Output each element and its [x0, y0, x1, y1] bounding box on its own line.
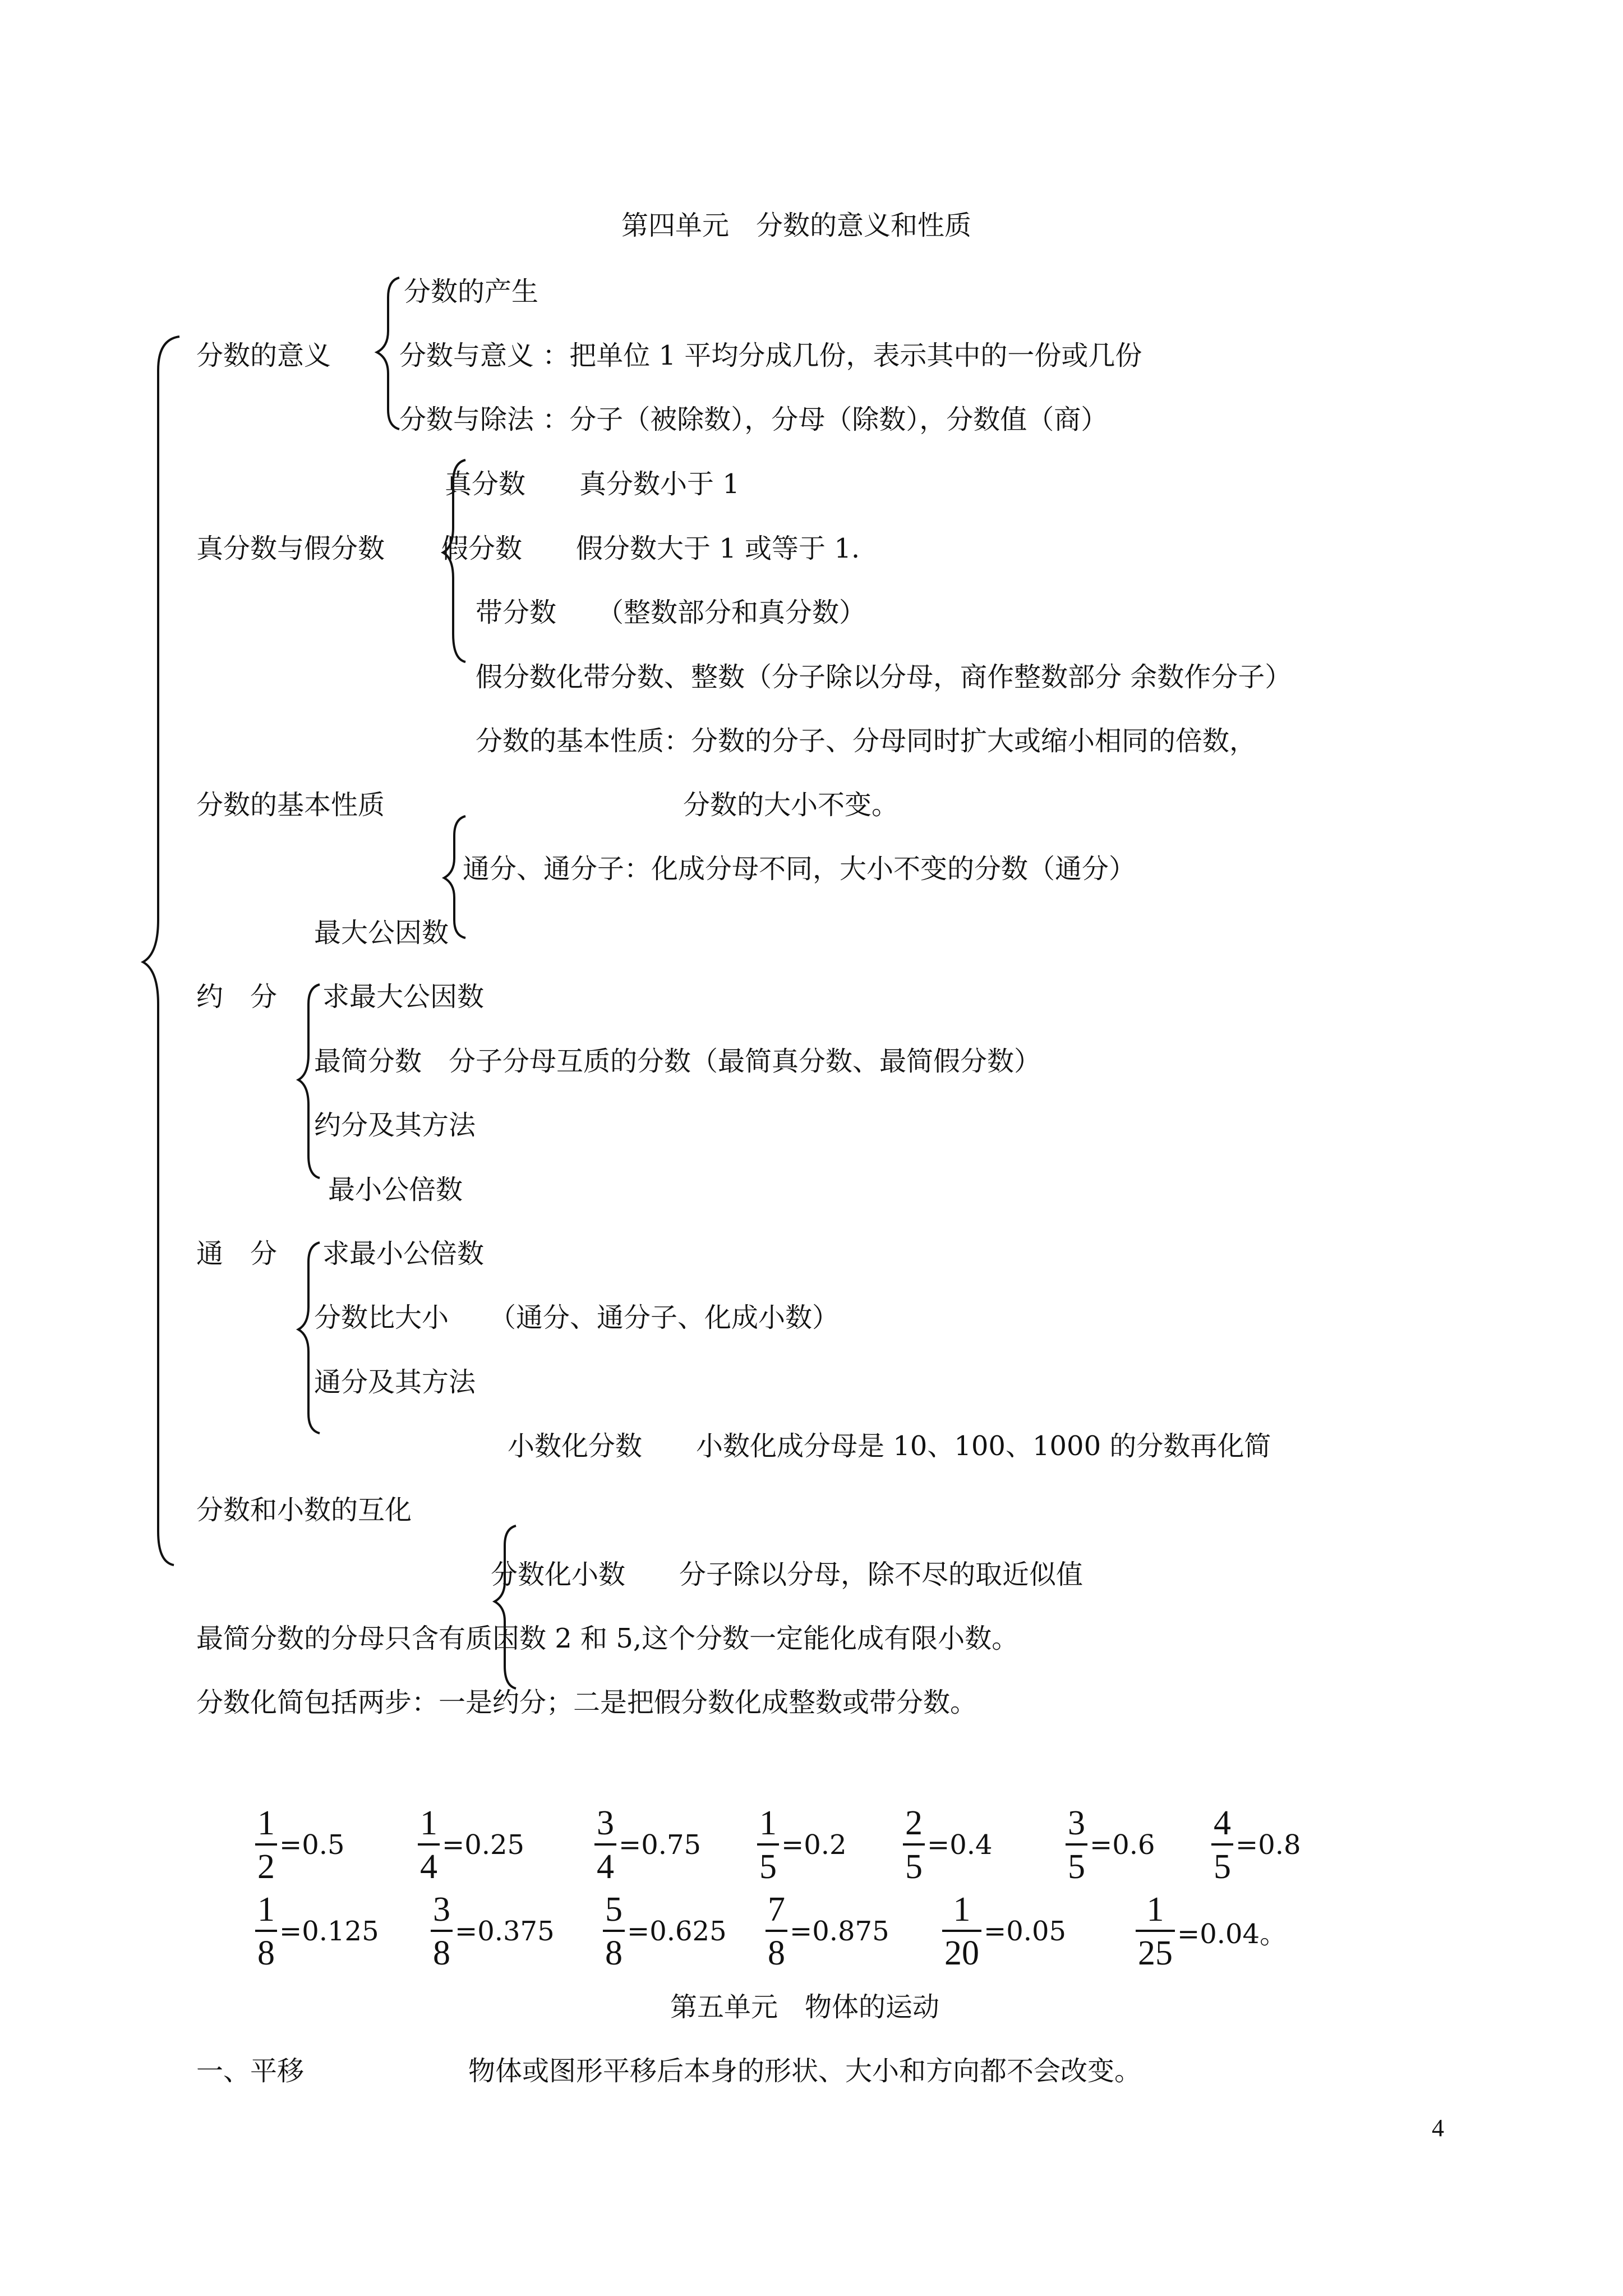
fraction-value: =0.125 [279, 1916, 379, 1947]
fraction-item [942, 1892, 1066, 1971]
fraction-value: =0.6 [1090, 1829, 1155, 1861]
fraction: $\frac{7}{8}$ [766, 1892, 787, 1971]
fraction-item [594, 1805, 701, 1885]
common-item: 分数比大小 （通分、通分子、化成小数） [314, 1302, 840, 1333]
common-item: 求最小公倍数 [322, 1238, 485, 1269]
fraction-value: =0.05 [984, 1916, 1067, 1947]
fraction-item [1211, 1805, 1301, 1885]
unit4-title: 第四单元 分数的意义和性质 [621, 210, 972, 241]
proper-item: 假分数 假分数大于 1 或等于 1. [441, 533, 860, 564]
basic-line: 分数的基本性质：分数的分子、分母同时扩大或缩小相同的倍数， [476, 725, 1257, 757]
fraction-item [757, 1805, 847, 1885]
proper-item: 假分数化带分数、整数（分子除以分母，商作整数部分 余数作分子） [476, 661, 1292, 693]
unit5-title: 第五单元 物体的运动 [670, 1991, 940, 2023]
common-brace [298, 1243, 320, 1433]
translation-text: 物体或图形平移后本身的形状、大小和方向都不会改变。 [468, 2055, 1142, 2087]
fraction: $\frac{1}{4}$ [418, 1805, 440, 1885]
fraction: $\frac{5}{8}$ [603, 1892, 625, 1971]
fraction-item [903, 1805, 993, 1885]
fraction: $\frac{1}{2}$ [255, 1805, 277, 1885]
reduce-item: 最小公倍数 [328, 1174, 463, 1205]
reduce-item: 约分及其方法 [314, 1110, 476, 1141]
translation-label: 一、平移 [196, 2055, 305, 2087]
fraction-value: =0.04。 [1177, 1918, 1287, 1950]
outer-brace [143, 337, 179, 1565]
fraction-value: =0.25 [442, 1829, 525, 1861]
fraction-value: =0.2 [781, 1829, 847, 1861]
meaning-item: 分数与意义 ：把单位 1 平均分成几份，表示其中的一份或几份 [399, 340, 1142, 371]
fraction-item [603, 1892, 727, 1971]
fraction: $\frac{3}{8}$ [431, 1892, 453, 1971]
meaning-item: 分数的产生 [404, 276, 539, 307]
fraction: $\frac{4}{5}$ [1211, 1805, 1233, 1885]
convert-label: 分数和小数的互化 [196, 1494, 412, 1526]
fraction: $\frac{3}{4}$ [594, 1805, 616, 1885]
fraction-value: =0.625 [627, 1916, 727, 1947]
proper-item: 真分数 真分数小于 1 [445, 468, 740, 500]
basic-line: 分数的大小不变。 [683, 789, 899, 821]
fraction-value: =0.75 [619, 1829, 702, 1861]
fraction-item [418, 1805, 524, 1885]
convert-line: 小数化分数 小数化成分母是 10、100、1000 的分数再化简 [508, 1430, 1271, 1462]
convert-brace [495, 1526, 516, 1688]
reduce-label: 约 分 [196, 981, 278, 1013]
fraction: $\frac{1}{8}$ [255, 1892, 277, 1971]
meaning-brace [377, 278, 399, 429]
fraction: $\frac{1}{25}$ [1136, 1892, 1175, 1971]
meaning-label: 分数的意义 [196, 340, 331, 371]
fraction-value: =0.8 [1235, 1829, 1301, 1861]
fraction-item [431, 1892, 555, 1971]
basic-line: 最大公因数 [314, 917, 449, 949]
reduce-item: 求最大公因数 [322, 981, 485, 1013]
fraction: $\frac{1}{5}$ [757, 1805, 779, 1885]
basic-label: 分数的基本性质 [196, 789, 385, 821]
page-number: 4 [1432, 2114, 1444, 2142]
note-line: 最简分数的分母只含有质因数 2 和 5,这个分数一定能化成有限小数。 [196, 1623, 1019, 1654]
fraction-item [255, 1805, 345, 1885]
convert-line: 分数化小数 分子除以分母，除不尽的取近似值 [491, 1559, 1083, 1590]
common-item: 通分及其方法 [314, 1366, 476, 1398]
common-label: 通 分 [196, 1238, 278, 1269]
fraction: $\frac{2}{5}$ [903, 1805, 925, 1885]
fraction: $\frac{3}{5}$ [1066, 1805, 1087, 1885]
fraction-value: =0.4 [927, 1829, 993, 1861]
note-line: 分数化简包括两步：一是约分；二是把假分数化成整数或带分数。 [196, 1687, 978, 1718]
fraction-item [255, 1892, 379, 1971]
fraction-item [766, 1892, 889, 1971]
fraction-value: =0.5 [279, 1829, 345, 1861]
fraction-value: =0.875 [790, 1916, 889, 1947]
meaning-item: 分数与除法 ：分子（被除数），分母（除数），分数值（商） [399, 404, 1108, 435]
fraction-value: =0.375 [455, 1916, 555, 1947]
fraction-item [1066, 1805, 1155, 1885]
reduce-brace [298, 984, 320, 1178]
fraction: $\frac{1}{20}$ [942, 1892, 981, 1971]
proper-item: 带分数 （整数部分和真分数） [476, 597, 866, 628]
basic-line: 通分、通分子：化成分母不同，大小不变的分数（通分） [463, 853, 1136, 885]
reduce-item: 最简分数 分子分母互质的分数（最简真分数、最简假分数） [314, 1046, 1041, 1077]
proper-label: 真分数与假分数 [196, 533, 385, 564]
fraction-item [1136, 1892, 1287, 1971]
